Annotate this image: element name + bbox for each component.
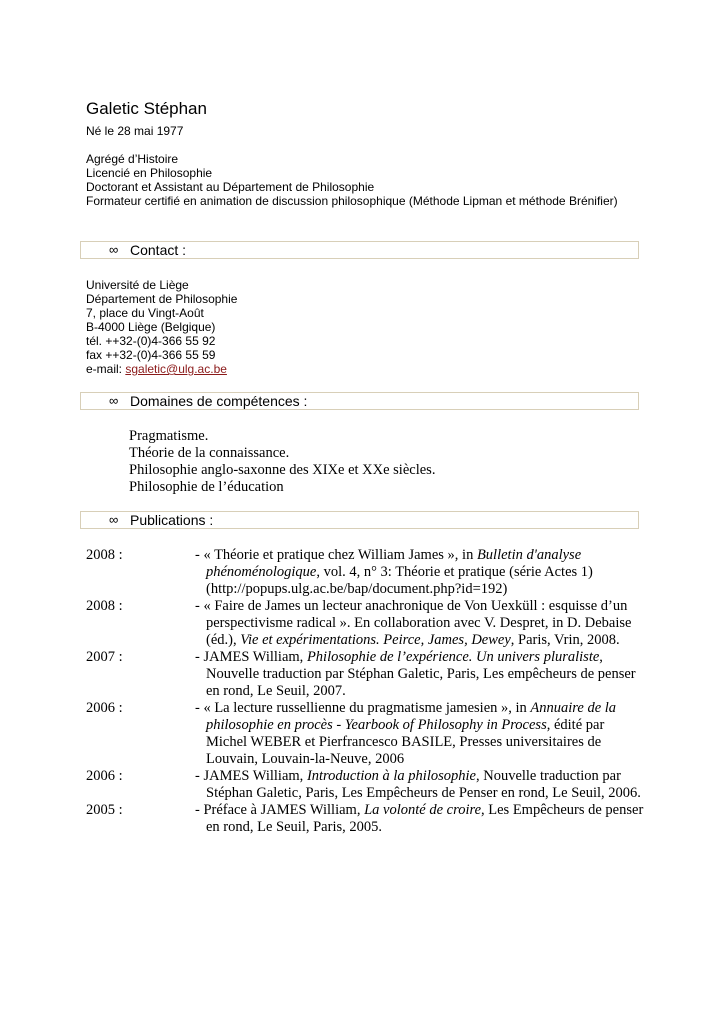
infinity-bullet-icon: ∞ (109, 242, 119, 257)
section-title-publications: Publications : (130, 512, 214, 528)
publication-year: 2006 : (86, 768, 123, 784)
publication-year: 2008 : (86, 598, 123, 614)
email-label: e-mail: (86, 362, 126, 376)
publication-text: - JAMES William, Philosophie de l’expérience. Un univers pluraliste, Nouvelle traduction par Stéphan Galetic, Paris, Les empêcheurs de penser en rond, Le Seuil, 2007. (195, 649, 636, 699)
publication-entry (86, 700, 646, 768)
qualification-item: Agrégé d’Histoire (86, 152, 179, 166)
publication-title: Introduction à la philosophie (306, 768, 476, 784)
section-title-contact: Contact : (130, 242, 187, 258)
domains-list (129, 428, 435, 496)
publication-title: Vie et expérimentations. Peirce, James, Dewey (240, 632, 511, 648)
qualification-item: Formateur certifié en animation de discussion philosophique (Méthode Lipman et méthode Brénifier) (86, 194, 618, 208)
publication-title: Philosophie de l’expérience. Un univers pluraliste (306, 649, 600, 665)
publication-year: 2006 : (86, 700, 123, 716)
publication-entry (86, 547, 646, 598)
publication-entry (86, 598, 646, 649)
publications-list (86, 547, 646, 836)
section-title-domains: Domaines de compétences : (130, 393, 308, 409)
person-name: Galetic Stéphan (86, 99, 207, 118)
domain-item: Philosophie de l’éducation (129, 479, 284, 495)
publication-text: - « La lecture russellienne du pragmatisme jamesien », in Annuaire de la philosophie en procès - Yearbook of Philosophy in Process, édité par Michel WEBER et Pierfrancesco BASILE, Presses universitaires de Louvain, Louvain-la-Neuve, 2006 (195, 700, 617, 767)
publication-entry (86, 802, 646, 836)
publication-entry (86, 649, 646, 700)
publications-section-header (80, 511, 639, 529)
qualification-item: Licencié en Philosophie (86, 166, 213, 180)
phone-line: tél. ++32-(0)4-366 55 92 (86, 334, 216, 348)
publication-text: - « Théorie et pratique chez William James », in Bulletin d'analyse phénoménologique, vol. 4, n° 3: Théorie et pratique (série Actes 1) (http://popups.ulg.ac.be/bap/document.php?id=192) (195, 547, 593, 597)
domain-item: Pragmatisme. (129, 428, 209, 444)
publication-entry (86, 768, 646, 802)
publication-year: 2007 : (86, 649, 123, 665)
qualifications-list (86, 152, 618, 208)
domains-section-header (80, 392, 639, 410)
domain-item: Théorie de la connaissance. (129, 445, 290, 461)
fax-line: fax ++32-(0)4-366 55 59 (86, 348, 216, 362)
publication-title: Bulletin d'analyse phénoménologique (206, 547, 582, 580)
email-line (86, 362, 237, 376)
publication-title: Annuaire de la philosophie en procès - Yearbook of Philosophy in Process (206, 700, 617, 733)
infinity-bullet-icon: ∞ (109, 512, 119, 527)
publication-text: - JAMES William, Introduction à la philosophie, Nouvelle traduction par Stéphan Galetic, Paris, Les Empêcheurs de Penser en rond, Le Seuil, 2006. (195, 768, 641, 801)
contact-block (86, 278, 237, 376)
email-link[interactable]: sgaletic@ulg.ac.be (125, 362, 227, 376)
publication-year: 2005 : (86, 802, 123, 818)
publication-title: La volonté de croire (364, 802, 482, 818)
birth-date: Né le 28 mai 1977 (86, 124, 184, 138)
publication-text: - « Faire de James un lecteur anachronique de Von Uexküll : esquisse d’un perspectivisme radical ». En collaboration avec V. Despret, in D. Debaise (éd.), Vie et expérimentations. Peirce, James, Dewey, Paris, Vrin, 2008. (195, 598, 632, 648)
contact-line: Département de Philosophie (86, 292, 238, 306)
domain-item: Philosophie anglo-saxonne des XIXe et XXe siècles. (129, 462, 436, 478)
publication-text: - Préface à JAMES William, La volonté de croire, Les Empêcheurs de penser en rond, Le Seuil, Paris, 2005. (195, 802, 644, 835)
contact-line: B-4000 Liège (Belgique) (86, 320, 216, 334)
contact-line: Université de Liège (86, 278, 189, 292)
publication-year: 2008 : (86, 547, 123, 563)
contact-section-header (80, 241, 639, 259)
contact-line: 7, place du Vingt-Août (86, 306, 204, 320)
infinity-bullet-icon: ∞ (109, 393, 119, 408)
qualification-item: Doctorant et Assistant au Département de Philosophie (86, 180, 375, 194)
